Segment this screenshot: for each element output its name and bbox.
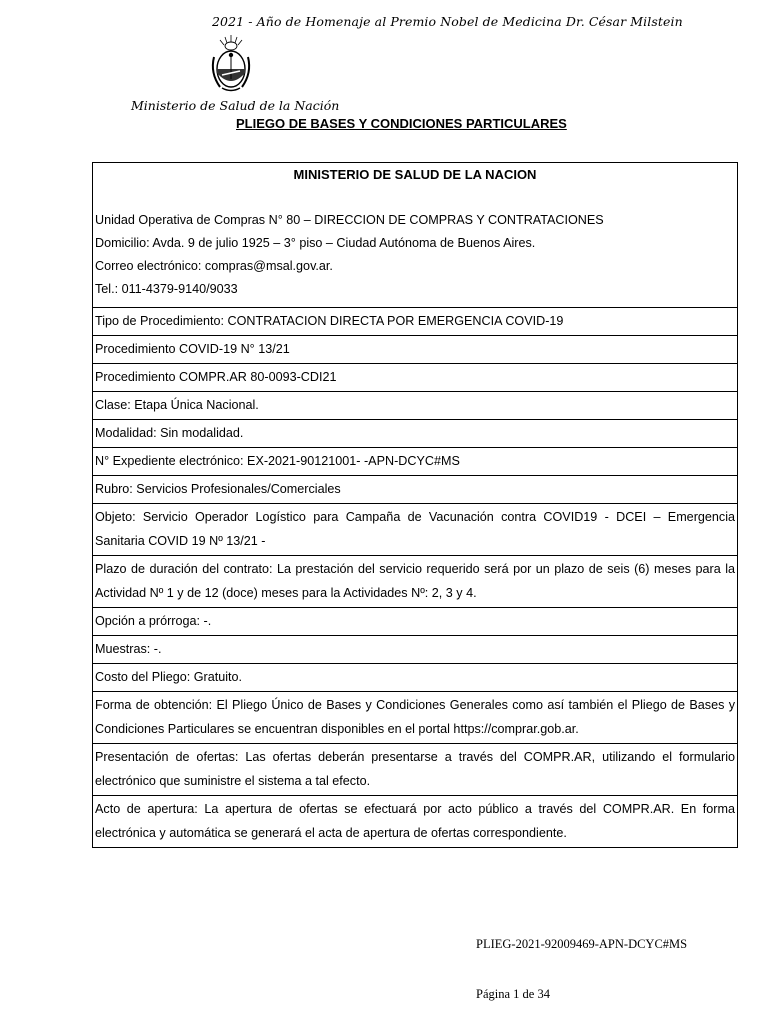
contract-duration: Plazo de duración del contrato: La prestación del servicio requerido será por un plazo de seis (6) meses para la Actividad Nº 1 y de 12 (doce) meses para la Actividades Nº: 2, 3 y 4.	[93, 556, 738, 608]
address: Domicilio: Avda. 9 de julio 1925 – 3° piso – Ciudad Autónoma de Buenos Aires.	[95, 236, 536, 250]
table-row	[93, 476, 738, 504]
page-number: Página 1 de 34	[476, 987, 550, 1001]
comprar-procedure-number: Procedimiento COMPR.AR 80-0093-CDI21	[93, 364, 738, 392]
table-row	[93, 336, 738, 364]
table-row	[93, 608, 738, 636]
year-header-text: 2021 - Año de Homenaje al Premio Nobel de Medicina Dr. César Milstein	[212, 14, 683, 29]
expediente-number: N° Expediente electrónico: EX-2021-90121001- -APN-DCYC#MS	[93, 448, 738, 476]
extension-option: Opción a prórroga: -.	[93, 608, 738, 636]
rubro: Rubro: Servicios Profesionales/Comerciales	[93, 476, 738, 504]
document-title: PLIEGO DE BASES Y CONDICIONES PARTICULARES	[236, 116, 567, 131]
offer-submission: Presentación de ofertas: Las ofertas deberán presentarse a través del COMPR.AR, utilizando el formulario electrónico que suministre el sistema a tal efecto.	[93, 744, 738, 796]
table-row	[93, 636, 738, 664]
table-row	[93, 692, 738, 744]
ministry-name: Ministerio de Salud de la Nación	[131, 98, 340, 113]
how-to-obtain: Forma de obtención: El Pliego Único de Bases y Condiciones Generales como así también el Pliego de Bases y Condiciones Particulares se encuentran disponibles en el portal https://comprar.gob.ar.	[93, 692, 738, 744]
table-row	[93, 556, 738, 608]
organization-title: MINISTERIO DE SALUD DE LA NACION	[293, 167, 537, 182]
table-row	[93, 308, 738, 336]
table-header-row	[93, 163, 738, 308]
argentina-coat-of-arms-icon	[208, 33, 254, 95]
opening-act: Acto de apertura: La apertura de ofertas se efectuará por acto público a través del COMPR.AR. En forma electrónica y automática se generará el acta de apertura de ofertas correspondiente.	[93, 796, 738, 848]
samples: Muestras: -.	[93, 636, 738, 664]
document-code: PLIEG-2021-92009469-APN-DCYC#MS	[476, 937, 688, 951]
purchasing-unit: Unidad Operativa de Compras N° 80 – DIRECCION DE COMPRAS Y CONTRATACIONES	[95, 213, 604, 227]
organization-info-cell	[93, 163, 738, 308]
procedure-type: Tipo de Procedimiento: CONTRATACION DIRECTA POR EMERGENCIA COVID-19	[93, 308, 738, 336]
email: Correo electrónico: compras@msal.gov.ar.	[95, 259, 333, 273]
table-row	[93, 448, 738, 476]
table-row	[93, 504, 738, 556]
table-row	[93, 392, 738, 420]
procedure-class: Clase: Etapa Única Nacional.	[93, 392, 738, 420]
objeto: Objeto: Servicio Operador Logístico para Campaña de Vacunación contra COVID19 - DCEI – Emergencia Sanitaria COVID 19 Nº 13/21 -	[93, 504, 738, 556]
table-row	[93, 420, 738, 448]
table-row	[93, 364, 738, 392]
covid-procedure-number: Procedimiento COVID-19 N° 13/21	[93, 336, 738, 364]
table-row	[93, 664, 738, 692]
conditions-table	[92, 162, 738, 848]
procedure-modality: Modalidad: Sin modalidad.	[93, 420, 738, 448]
table-row	[93, 796, 738, 848]
pliego-cost: Costo del Pliego: Gratuito.	[93, 664, 738, 692]
table-row	[93, 744, 738, 796]
phone: Tel.: 011-4379-9140/9033	[95, 282, 238, 296]
